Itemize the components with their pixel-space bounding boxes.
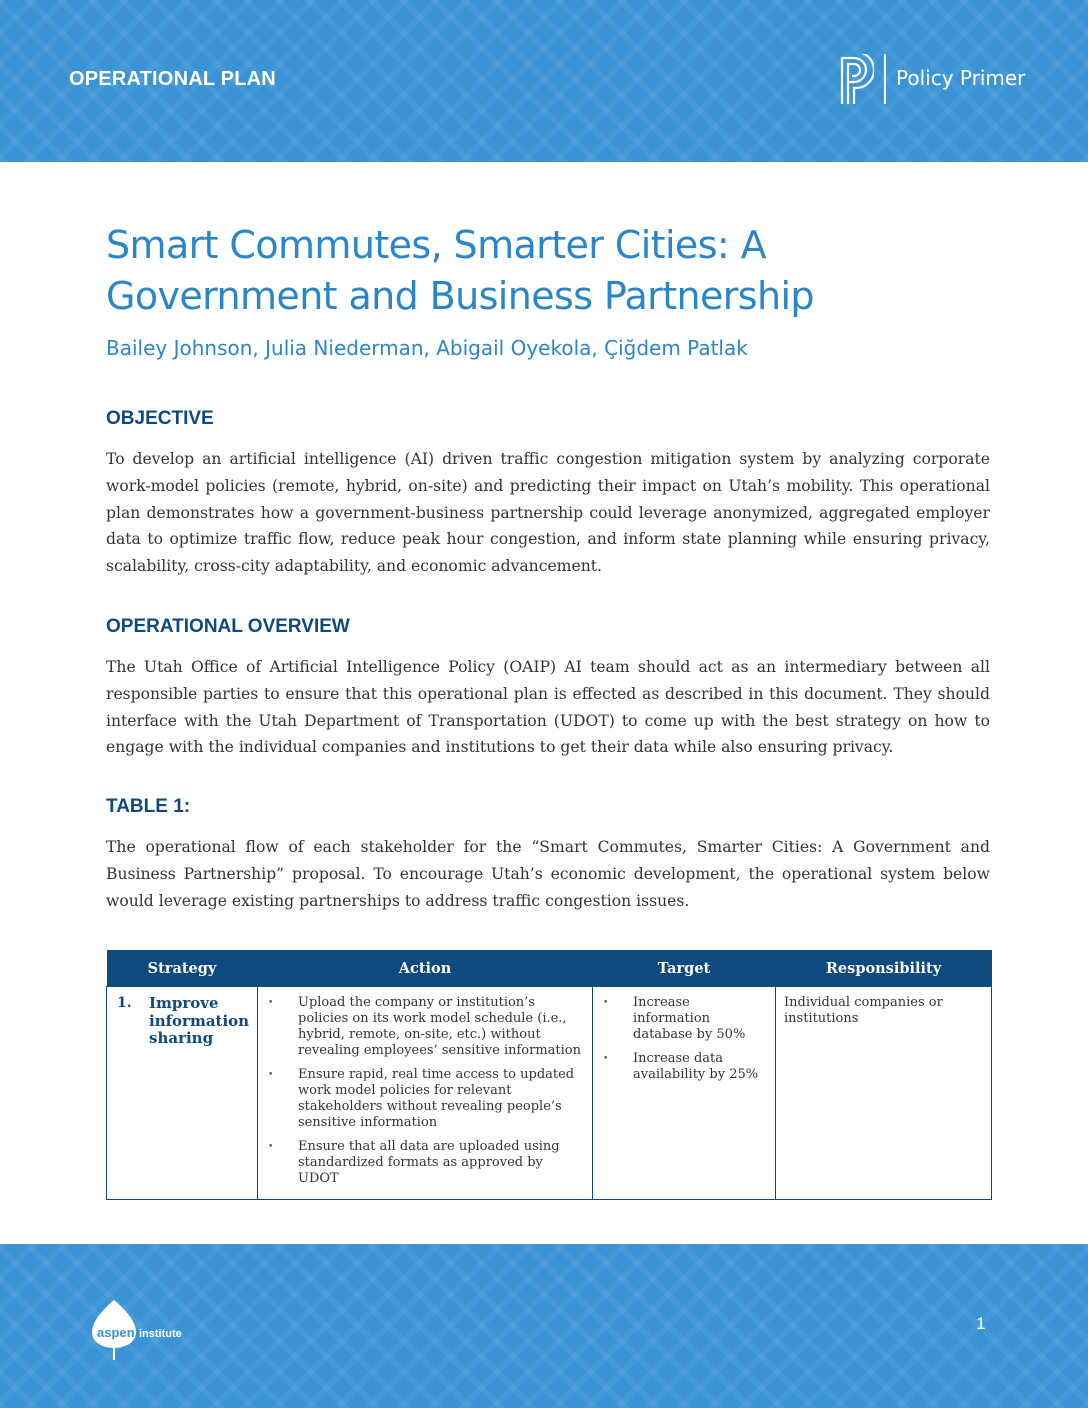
header-banner [0, 0, 1088, 162]
logo-divider [884, 54, 886, 104]
title-line-2: Government and Business Partnership [106, 274, 814, 318]
policy-primer-p-logo-icon [838, 54, 874, 106]
target-item: • Increase data availability by 25% [601, 1051, 767, 1083]
target-cell [593, 987, 776, 1200]
authors: Bailey Johnson, Julia Niederman, Abigail Oyekola, Çiğdem Patlak [106, 336, 748, 360]
action-item: • Ensure rapid, real time access to updated work model policies for relevant stakeholders without revealing people’s sensitive information [266, 1067, 584, 1131]
action-cell [258, 987, 593, 1200]
objective-body: To develop an artificial intelligence (AI) driven traffic congestion mitigation system by analyzing corporate work-model policies (remote, hybrid, on-site) and predicting their impact on Utah’s mobility. This operational plan demonstrates how a government-business partnership could leverage anonymized, aggregated employer data to optimize traffic flow, reduce peak hour congestion, and inform state planning while ensuring privacy, scalability, cross-city adaptability, and economic advancement. [106, 450, 990, 576]
objective-heading: OBJECTIVE [106, 408, 214, 429]
table1-caption: The operational flow of each stakeholder for the “Smart Commutes, Smarter Cities: A Government and Business Partnership” proposal. To encourage Utah’s economic development, the operational system below would leverage existing partnerships to address traffic congestion issues. [106, 838, 990, 910]
page-number: 1 [976, 1314, 986, 1333]
document-title [106, 220, 1006, 322]
operational-flow-table [106, 950, 992, 1200]
institute-logo-text: institute [139, 1328, 182, 1340]
title-line-1: Smart Commutes, Smarter Cities: A [106, 223, 766, 267]
policy-primer-label: Policy Primer [896, 66, 1026, 90]
col-header-target: Target [593, 950, 776, 987]
action-item: • Upload the company or institution’s policies on its work model schedule (i.e., hybrid, remote, on-site, etc.) without revealing employees’ sensitive information [266, 995, 584, 1059]
target-item: • Increase information database by 50% [601, 995, 767, 1043]
overview-heading: OPERATIONAL OVERVIEW [106, 616, 350, 637]
col-header-strategy: Strategy [107, 950, 258, 987]
table-header-row [107, 950, 992, 987]
strategy-cell [107, 987, 258, 1200]
strategy-label: Improve information sharing [149, 994, 250, 1047]
responsibility-cell: Individual companies or institutions [776, 987, 992, 1200]
table1-heading: TABLE 1: [106, 796, 191, 817]
action-item: • Ensure that all data are uploaded using standardized formats as approved by UDOT [266, 1139, 584, 1187]
aspen-leaf-icon [88, 1296, 198, 1362]
section-label: OPERATIONAL PLAN [69, 68, 276, 90]
table-row [107, 987, 992, 1200]
overview-body: The Utah Office of Artificial Intelligence Policy (OAIP) AI team should act as an intermediary between all responsible parties to ensure that this operational plan is effected as described in this document. They should interface with the Utah Department of Transportation (UDOT) to come up with the best strategy on how to engage with the individual companies and institutions to get their data while also ensuring privacy. [106, 658, 990, 757]
col-header-responsibility: Responsibility [776, 950, 992, 987]
col-header-action: Action [258, 950, 593, 987]
strategy-number: 1. [117, 995, 132, 1011]
aspen-logo-text: aspen [97, 1325, 135, 1340]
